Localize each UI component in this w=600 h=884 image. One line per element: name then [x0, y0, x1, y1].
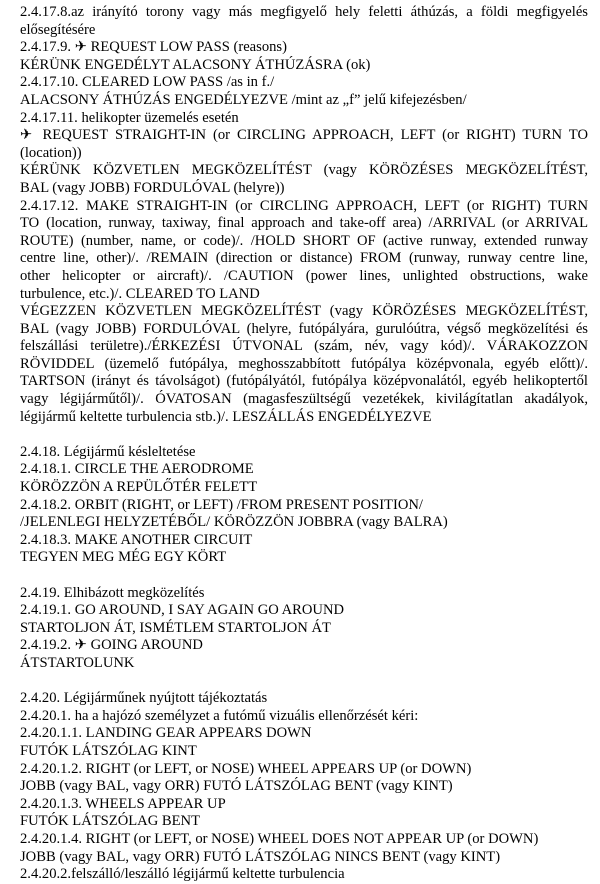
paragraph-gap	[20, 673, 588, 691]
text-line: FUTÓK LÁTSZÓLAG KINT	[20, 742, 197, 759]
text-line: ALACSONY ÁTHÚZÁS ENGEDÉLYEZVE /mint az „f” jelű kifejezésben/	[20, 91, 467, 108]
text-line: ROUTE) (number, name, or code)/. /HOLD SHORT OF (active runway, extended runway	[20, 232, 588, 249]
text-line: /JELENLEGI HELYZETÉBŐL/ KÖRÖZZÖN JOBBRA (vagy BALRA)	[20, 514, 448, 531]
text-line: VÉGEZZEN KÖZVETLEN MEGKÖZELÍTÉST (vagy KÖRÖZÉSES MEGKÖZELÍTÉST,	[20, 303, 588, 320]
text-line: vagy légijárműtől)/. ÓVATOSAN (magasfeszültségű vezetékek, kivilágítatlan akadályok,	[20, 391, 588, 408]
text-line: ✈ REQUEST STRAIGHT-IN (or CIRCLING APPROACH, LEFT (or RIGHT) TURN TO	[20, 127, 588, 144]
text-line: TEGYEN MEG MÉG EGY KÖRT	[20, 549, 227, 566]
text-line: BAL (vagy JOBB) FORDULÓVAL (helyre, futópályára, gurulóútra, végső megközelítési és	[20, 320, 588, 337]
text-line: légijármű keltette turbulencia stb.)/. LESZÁLLÁS ENGEDÉLYEZVE	[20, 408, 432, 425]
text-line: 2.4.18.1. CIRCLE THE AERODROME	[20, 461, 254, 478]
text-line: JOBB (vagy BAL, vagy ORR) FUTÓ LÁTSZÓLAG NINCS BENT (vagy KINT)	[20, 848, 501, 865]
text-line: ÁTSTARTOLUNK	[20, 654, 135, 671]
text-line: 2.4.19.2. ✈ GOING AROUND	[20, 637, 203, 654]
text-line: KÉRÜNK ENGEDÉLYT ALACSONY ÁTHÚZÁSRA (ok)	[20, 56, 371, 73]
text-line: KÉRÜNK KÖZVETLEN MEGKÖZELÍTÉST (vagy KÖRÖZÉSES MEGKÖZELÍTÉST,	[20, 162, 588, 179]
text-line: other helicopter or aircraft)/. /CAUTION (power lines, unlighted obstructions, wake	[20, 267, 588, 284]
text-line: 2.4.20.1.2. RIGHT (or LEFT, or NOSE) WHEEL APPEARS UP (or DOWN)	[20, 760, 472, 777]
text-line: turbulence, etc.)/. CLEARED TO LAND	[20, 285, 260, 302]
text-line: 2.4.20.1.4. RIGHT (or LEFT, or NOSE) WHEEL DOES NOT APPEAR UP (or DOWN)	[20, 830, 539, 847]
text-line: 2.4.19.1. GO AROUND, I SAY AGAIN GO AROUND	[20, 602, 345, 619]
text-line: 2.4.20. Légijárműnek nyújtott tájékoztatás	[20, 690, 268, 707]
text-line: JOBB (vagy BAL, vagy ORR) FUTÓ LÁTSZÓLAG BENT (vagy KINT)	[20, 778, 453, 795]
text-line: RÖVIDDEL (üzemelő futópálya, meghosszabbított futópálya középvonala, egyéb előtt)/.	[20, 355, 588, 372]
text-line: elősegítésére	[20, 21, 96, 38]
text-line: (location))	[20, 144, 82, 161]
text-line: 2.4.17.11. helikopter üzemelés esetén	[20, 109, 239, 126]
text-line: TO (location, runway, taxiway, final approach and take-off area) /ARRIVAL (or ARRIVAL	[20, 215, 588, 232]
text-line: 2.4.18.3. MAKE ANOTHER CIRCUIT	[20, 531, 253, 548]
text-line: 2.4.20.1.3. WHEELS APPEAR UP	[20, 795, 226, 812]
text-line: STARTOLJON ÁT, ISMÉTLEM STARTOLJON ÁT	[20, 619, 331, 636]
text-line: TARTSON (irányt és távolságot) (futópályától, futópálya középvonalától, egyéb helikoptertől	[20, 373, 588, 390]
text-line: 2.4.20.1. ha a hajózó személyzet a futómű vizuális ellenőrzését kéri:	[20, 707, 419, 724]
text-line: 2.4.20.2.felszálló/leszálló légijármű keltette turbulencia	[20, 866, 345, 883]
text-line: 2.4.17.12. MAKE STRAIGHT-IN (or CIRCLING APPROACH, LEFT (or RIGHT) TURN	[20, 197, 588, 214]
text-line: 2.4.18. Légijármű késleltetése	[20, 443, 196, 460]
text-line: 2.4.20.1.1. LANDING GEAR APPEARS DOWN	[20, 725, 312, 742]
text-line: FUTÓK LÁTSZÓLAG BENT	[20, 813, 200, 830]
text-line: BAL (vagy JOBB) FORDULÓVAL (helyre))	[20, 179, 285, 196]
paragraph-gap	[20, 426, 588, 444]
text-line: 2.4.17.9. ✈ REQUEST LOW PASS (reasons)	[20, 39, 287, 56]
text-line: 2.4.19. Elhibázott megközelítés	[20, 584, 205, 601]
text-line: 2.4.17.8.az irányító torony vagy más megfigyelő hely feletti áthúzás, a földi megfigyelés	[20, 4, 588, 20]
text-line: felszállási területre)./ÉRKEZÉSI ÚTVONAL (szám, név, vagy kód)/. VÁRAKOZZON	[20, 338, 588, 355]
text-line: 2.4.18.2. ORBIT (RIGHT, or LEFT) /FROM PRESENT POSITION/	[20, 496, 423, 513]
paragraph-gap	[20, 567, 588, 585]
text-line: KÖRÖZZÖN A REPÜLŐTÉR FELETT	[20, 479, 258, 496]
document-page	[20, 4, 588, 884]
text-line: 2.4.17.10. CLEARED LOW PASS /as in f./	[20, 74, 275, 91]
text-line: centre line, other)/. /REMAIN (direction or distance) FROM (runway, runway centre line,	[20, 250, 588, 267]
